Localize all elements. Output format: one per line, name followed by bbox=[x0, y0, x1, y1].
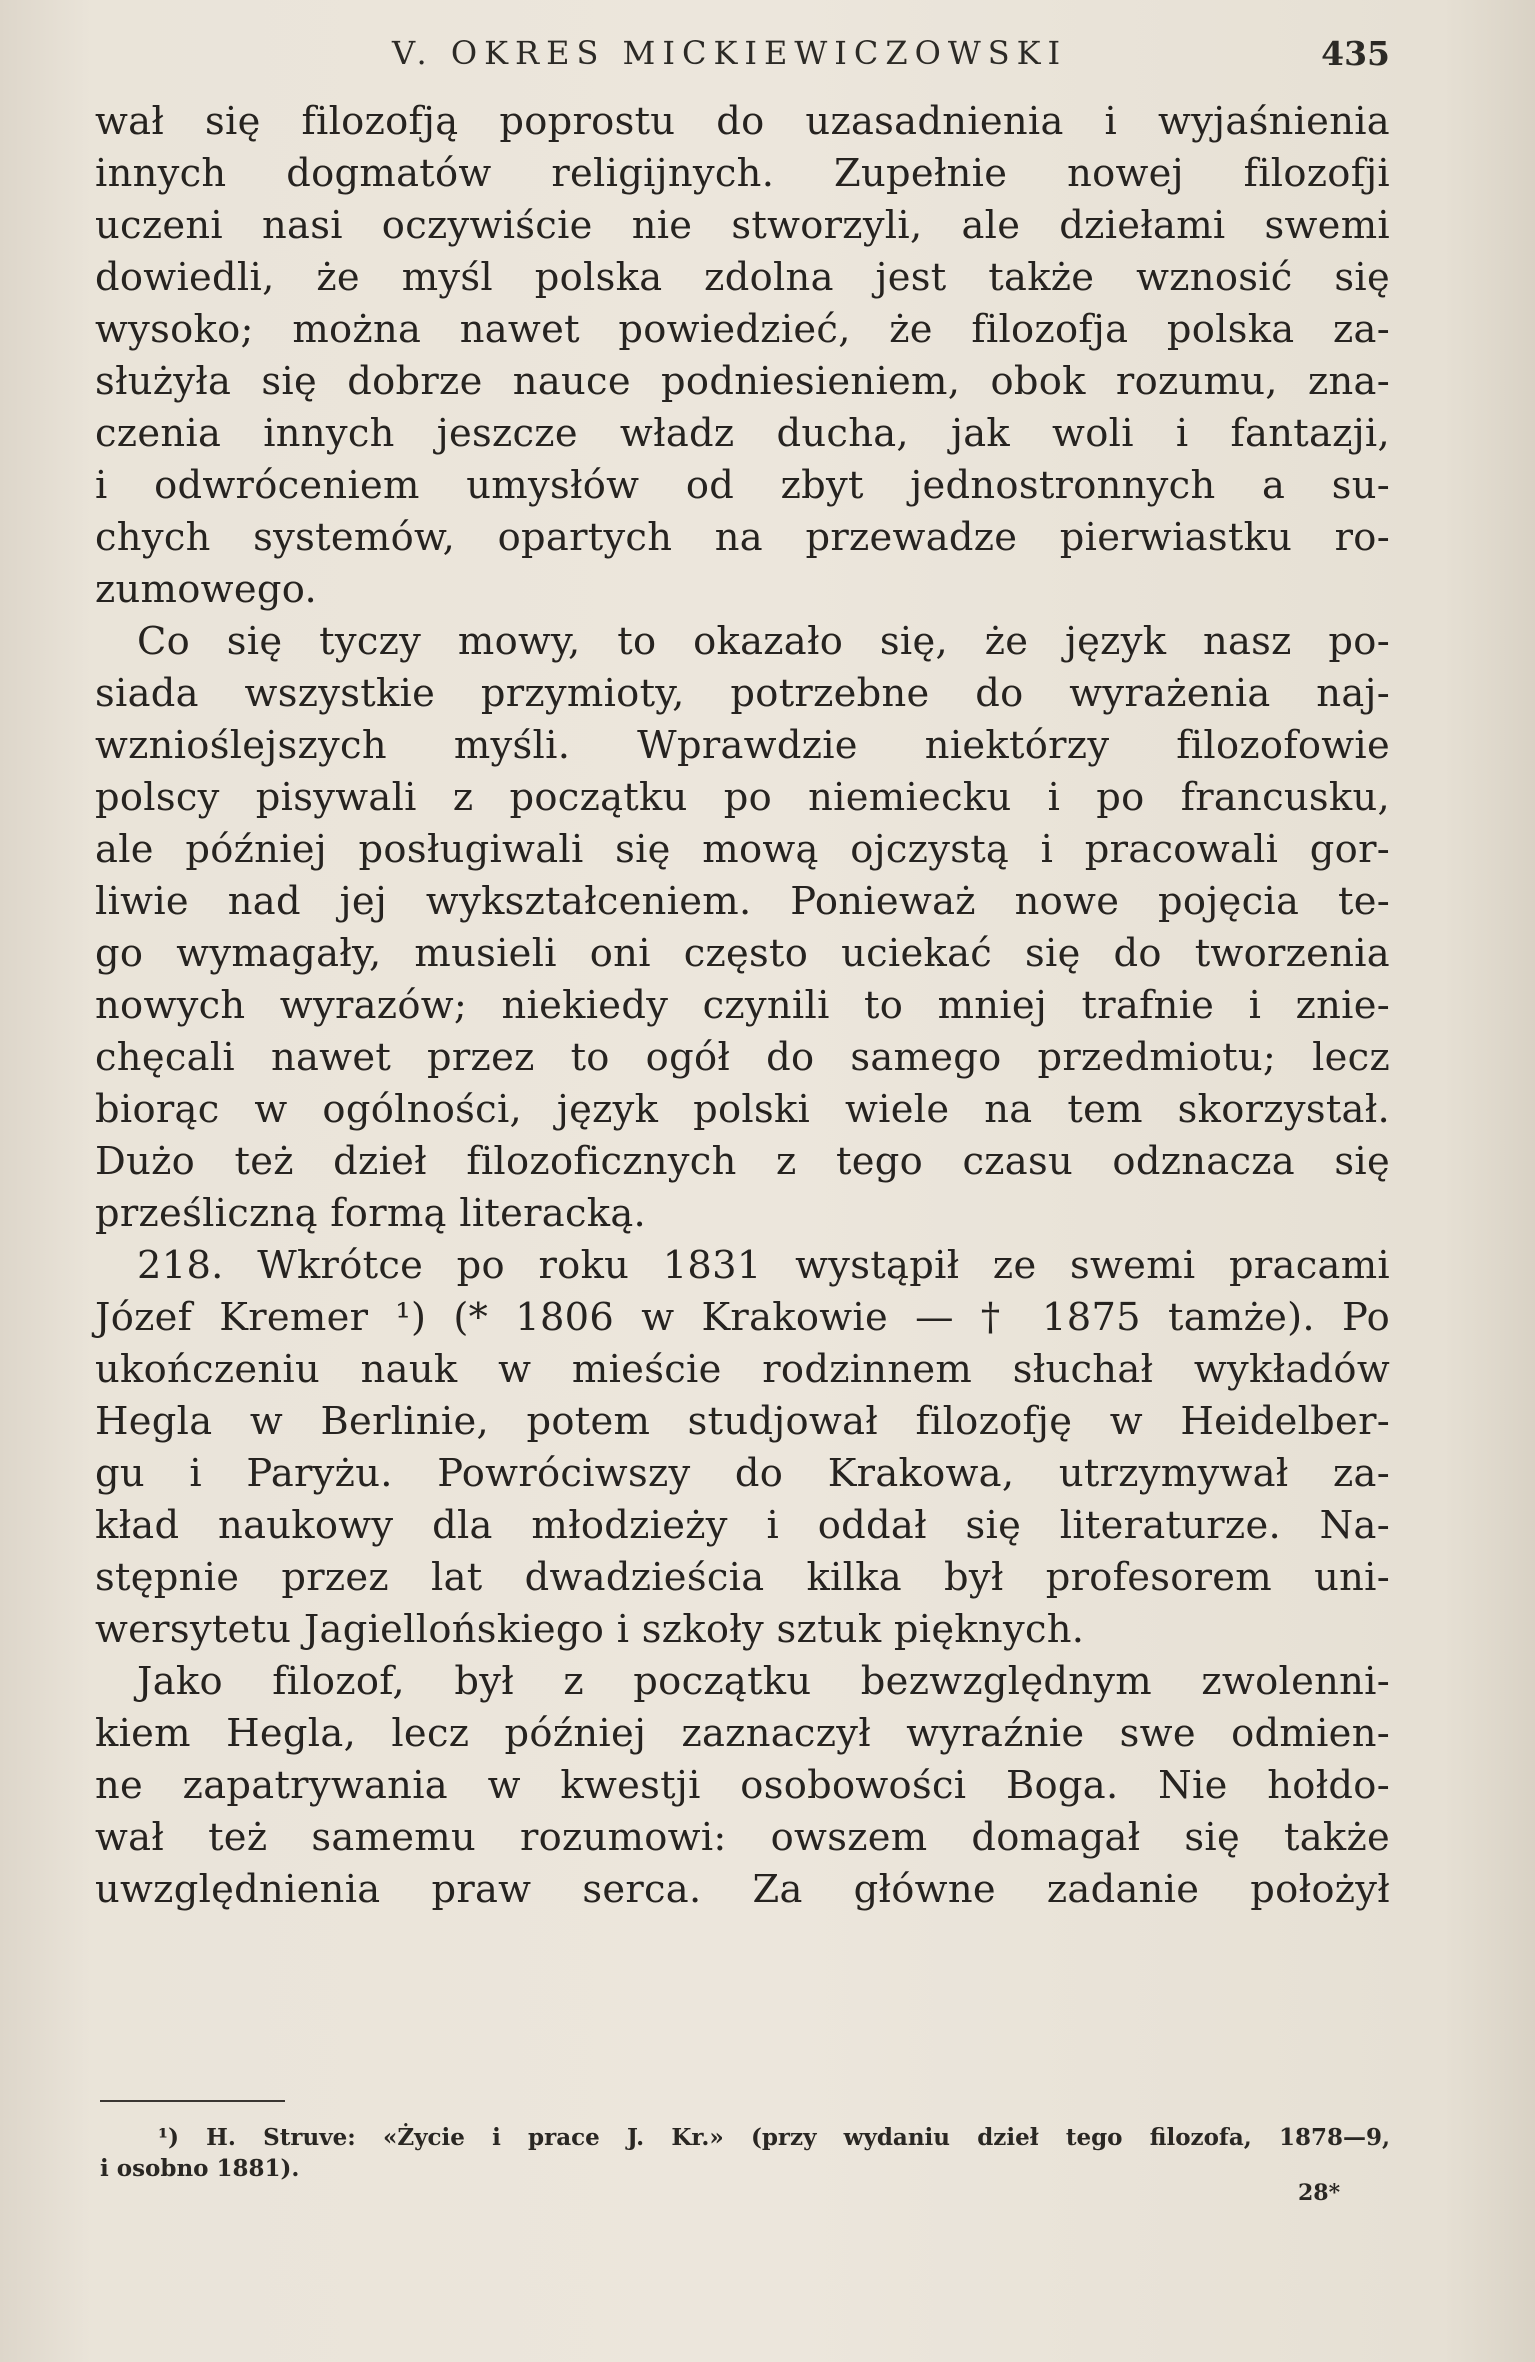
text-line: zumowego. bbox=[95, 567, 317, 612]
text-line: wersytetu Jagiellońskiego i szkoły sztuk pięknych. bbox=[95, 1607, 1085, 1652]
text-line: polscy pisywali z początku po niemiecku i po francusku, bbox=[95, 775, 1390, 820]
footnote-line: i osobno 1881). bbox=[100, 2155, 300, 2182]
text-line: kiem Hegla, lecz później zaznaczył wyraźnie swe odmien- bbox=[95, 1711, 1390, 1756]
text-line: ale później posługiwali się mową ojczystą i pracowali gor- bbox=[95, 827, 1390, 872]
text-line: gu i Paryżu. Powróciwszy do Krakowa, utrzymywał za- bbox=[95, 1451, 1390, 1496]
footnote-rule bbox=[100, 2100, 285, 2102]
text-line: Józef Kremer ¹) (* 1806 w Krakowie — † 1875 tamże). Po bbox=[95, 1295, 1390, 1340]
text-line: biorąc w ogólności, język polski wiele na tem skorzystał. bbox=[95, 1087, 1390, 1132]
text-line: kład naukowy dla młodzieży i oddał się literaturze. Na- bbox=[95, 1503, 1390, 1548]
text-line: prześliczną formą literacką. bbox=[95, 1191, 647, 1236]
text-line: stępnie przez lat dwadzieścia kilka był profesorem uni- bbox=[95, 1555, 1390, 1600]
text-line: nowych wyrazów; niekiedy czynili to mniej trafnie i znie- bbox=[95, 983, 1390, 1028]
section-218-start: 218. Wkrótce po roku 1831 wystąpił ze swemi pracami bbox=[137, 1243, 1390, 1288]
text-line: wznioślejszych myśli. Wprawdzie niektórzy filozofowie bbox=[95, 723, 1390, 768]
text-line: służyła się dobrze nauce podniesieniem, obok rozumu, zna- bbox=[95, 359, 1390, 404]
text-line: chęcali nawet przez to ogół do samego przedmiotu; lecz bbox=[95, 1035, 1390, 1080]
text-line: wał się filozofją poprostu do uzasadnienia i wyjaśnienia bbox=[95, 99, 1390, 144]
text-line: wał też samemu rozumowi: owszem domagał się także bbox=[95, 1815, 1390, 1860]
running-head bbox=[100, 34, 1390, 74]
footnote bbox=[100, 2122, 1390, 2184]
text-line: uczeni nasi oczywiście nie stworzyli, ale dziełami swemi bbox=[95, 203, 1390, 248]
text-line: innych dogmatów religijnych. Zupełnie nowej filozofji bbox=[95, 151, 1390, 196]
text-line: wysoko; można nawet powiedzieć, że filozofja polska za- bbox=[95, 307, 1390, 352]
text-line: go wymagały, musieli oni często uciekać się do tworzenia bbox=[95, 931, 1390, 976]
footnote-line: ¹) H. Struve: «Życie i prace J. Kr.» (przy wydaniu dzieł tego filozofa, 1878—9, bbox=[158, 2124, 1390, 2151]
text-line: liwie nad jej wykształceniem. Ponieważ nowe pojęcia te- bbox=[95, 879, 1390, 924]
text-line: ne zapatrywania w kwestji osobowości Boga. Nie hołdo- bbox=[95, 1763, 1390, 1808]
text-line: i odwróceniem umysłów od zbyt jednostronnych a su- bbox=[95, 463, 1390, 508]
text-line: siada wszystkie przymioty, potrzebne do wyrażenia naj- bbox=[95, 671, 1390, 716]
text-line: chych systemów, opartych na przewadze pierwiastku ro- bbox=[95, 515, 1390, 560]
body-text bbox=[95, 96, 1390, 1916]
signature-mark: 28* bbox=[1298, 2180, 1341, 2206]
text-line: czenia innych jeszcze władz ducha, jak woli i fantazji, bbox=[95, 411, 1390, 456]
text-line: Co się tyczy mowy, to okazało się, że język nasz po- bbox=[137, 619, 1390, 664]
text-line: Dużo też dzieł filozoficznych z tego czasu odznacza się bbox=[95, 1139, 1390, 1184]
text-line: dowiedli, że myśl polska zdolna jest także wznosić się bbox=[95, 255, 1390, 300]
text-line: ukończeniu nauk w mieście rodzinnem słuchał wykładów bbox=[95, 1347, 1390, 1392]
text-line: uwzględnienia praw serca. Za główne zadanie położył bbox=[95, 1867, 1390, 1912]
text-line: Hegla w Berlinie, potem studjował filozofję w Heidelber- bbox=[95, 1399, 1390, 1444]
running-title: V. OKRES MICKIEWICZOWSKI bbox=[392, 34, 1068, 72]
text-line: Jako filozof, był z początku bezwzględnym zwolenni- bbox=[137, 1659, 1390, 1704]
page-number: 435 bbox=[1321, 34, 1390, 73]
